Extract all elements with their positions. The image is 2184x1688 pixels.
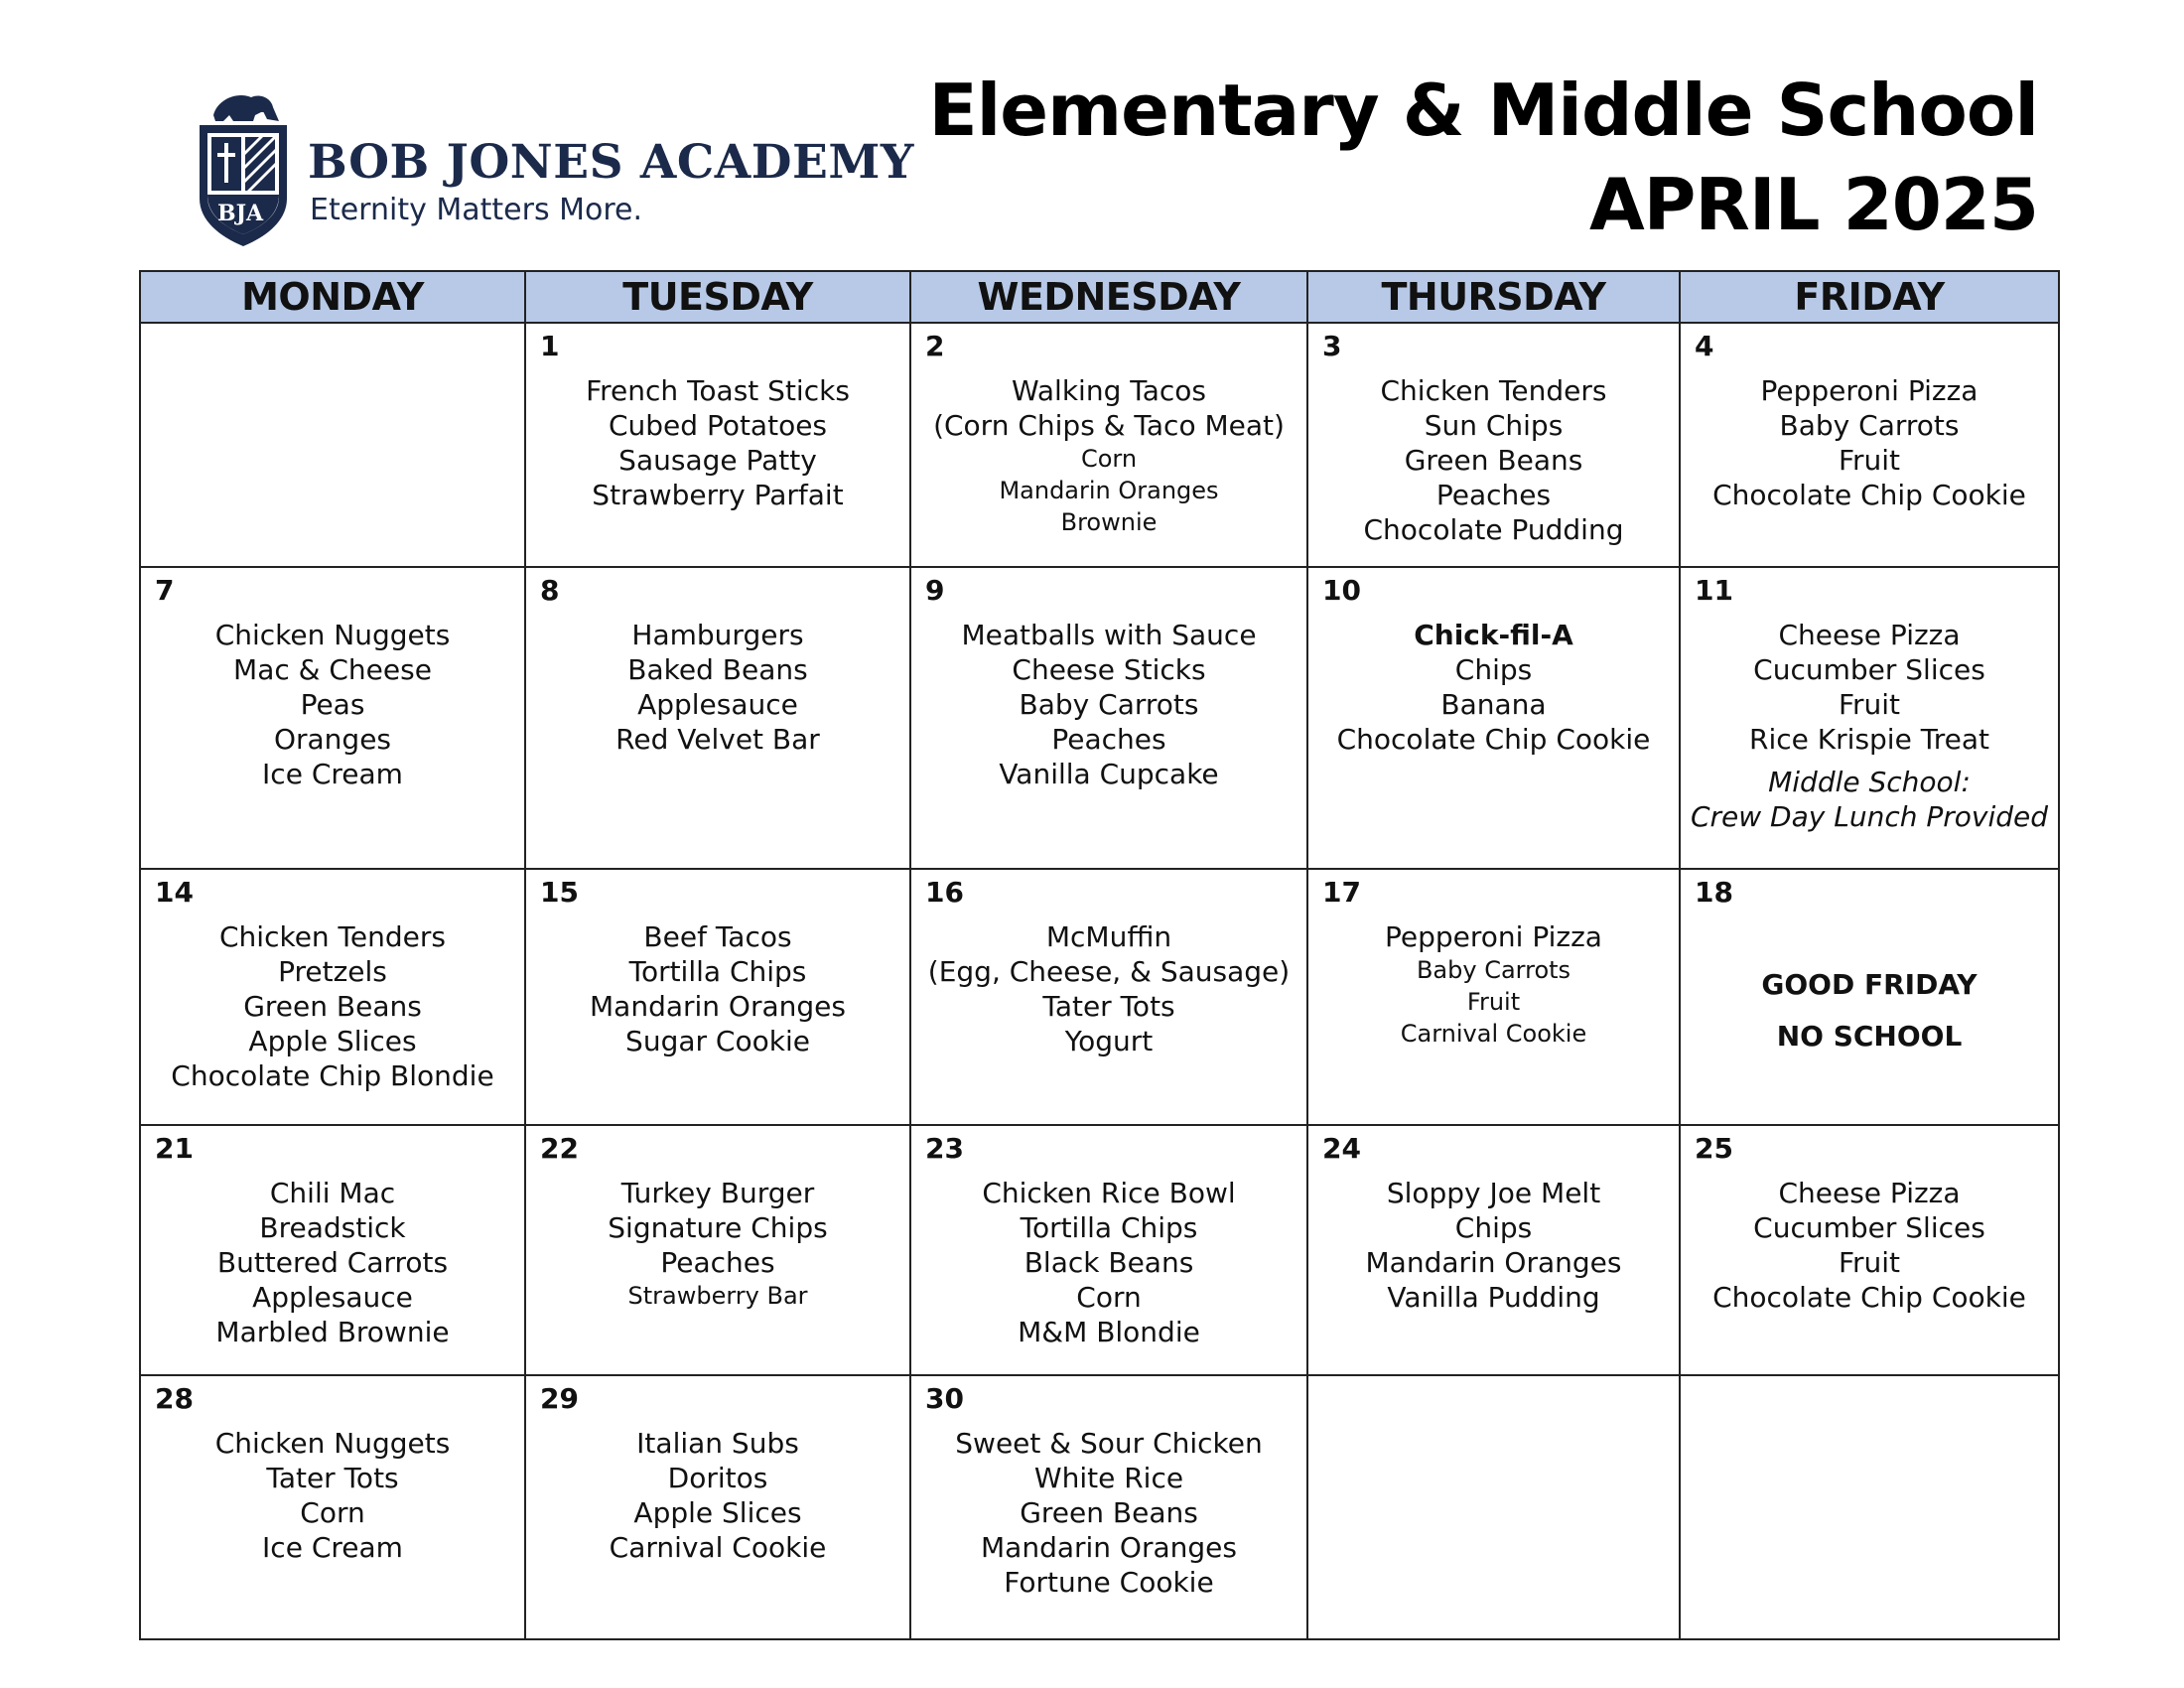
menu-items xyxy=(911,870,1306,1058)
day-cell xyxy=(1307,869,1680,1125)
menu-item: Mandarin Oranges xyxy=(999,477,1219,504)
day-number: 4 xyxy=(1695,330,1714,362)
day-number: 30 xyxy=(925,1382,964,1415)
day-cell xyxy=(140,1375,525,1639)
menu-item: Corn xyxy=(1076,1281,1142,1314)
menu-item: McMuffin xyxy=(1045,920,1172,953)
day-number: 7 xyxy=(155,574,175,607)
menu-item: Baby Carrots xyxy=(1779,409,1960,442)
menu-items xyxy=(141,568,524,791)
weekday-header: THURSDAY xyxy=(1307,271,1680,323)
menu-item: Cheese Sticks xyxy=(1012,653,1206,686)
day-cell xyxy=(1680,1125,2059,1375)
menu-item: Fruit xyxy=(1838,688,1901,721)
holiday-line: NO SCHOOL xyxy=(1776,1020,1963,1053)
menu-items xyxy=(911,1126,1306,1349)
menu-item: Tortilla Chips xyxy=(1020,1211,1198,1244)
title-line-2: APRIL 2025 xyxy=(1588,163,2038,246)
menu-items xyxy=(911,568,1306,791)
menu-item: Chicken Tenders xyxy=(219,920,446,953)
day-number: 24 xyxy=(1322,1132,1361,1165)
menu-item: Corn xyxy=(1080,445,1138,473)
menu-item: Apple Slices xyxy=(248,1025,417,1057)
day-number: 21 xyxy=(155,1132,194,1165)
week-row xyxy=(140,567,2059,869)
day-number: 25 xyxy=(1695,1132,1733,1165)
menu-item: Fortune Cookie xyxy=(1004,1566,1214,1599)
menu-item: Chicken Tenders xyxy=(1380,374,1607,407)
menu-item: Sugar Cookie xyxy=(625,1025,810,1057)
menu-item: Mandarin Oranges xyxy=(981,1531,1237,1564)
menu-item: Green Beans xyxy=(243,990,422,1023)
menu-item: Tater Tots xyxy=(1042,990,1175,1023)
menu-item: Fruit xyxy=(1838,1246,1901,1279)
menu-items xyxy=(526,568,909,757)
day-cell xyxy=(525,323,910,567)
title-line-1: Elementary & Middle School xyxy=(928,69,2038,152)
menu-item: Italian Subs xyxy=(636,1427,799,1460)
menu-item: Pretzels xyxy=(278,955,387,988)
org-name: BOB JONES ACADEMY xyxy=(308,135,914,190)
menu-item: Cubed Potatoes xyxy=(608,409,828,442)
menu-item: Baby Carrots xyxy=(1416,956,1571,984)
school-logo xyxy=(194,81,914,250)
day-cell xyxy=(1307,323,1680,567)
day-cell xyxy=(1680,323,2059,567)
menu-item: Breadstick xyxy=(259,1211,406,1244)
menu-item: Walking Tacos xyxy=(1012,374,1206,407)
menu-item: Cucumber Slices xyxy=(1753,653,1985,686)
menu-note xyxy=(1681,765,2058,834)
menu-items xyxy=(526,1376,909,1565)
day-cell xyxy=(910,869,1307,1125)
day-cell xyxy=(1680,1375,2059,1639)
menu-items xyxy=(1308,324,1679,547)
menu-items xyxy=(526,324,909,512)
menu-item: Chocolate Chip Blondie xyxy=(171,1059,494,1092)
week-row xyxy=(140,323,2059,567)
menu-item: Meatballs with Sauce xyxy=(961,619,1257,651)
menu-item: Green Beans xyxy=(1020,1496,1198,1529)
menu-items xyxy=(526,1126,909,1312)
day-number: 18 xyxy=(1695,876,1733,909)
menu-item: Baby Carrots xyxy=(1019,688,1199,721)
menu-item: Vanilla Pudding xyxy=(1387,1281,1600,1314)
menu-item: Sausage Patty xyxy=(618,444,817,477)
menu-item: Sun Chips xyxy=(1424,409,1564,442)
menu-item: Mandarin Oranges xyxy=(1365,1246,1622,1279)
menu-item: Ice Cream xyxy=(262,1531,403,1564)
menu-item: Beef Tacos xyxy=(643,920,792,953)
day-cell xyxy=(1680,869,2059,1125)
day-cell xyxy=(525,567,910,869)
day-number: 14 xyxy=(155,876,194,909)
menu-items xyxy=(141,870,524,1093)
menu-item: Cheese Pizza xyxy=(1778,1177,1961,1209)
menu-items xyxy=(526,870,909,1058)
day-cell xyxy=(1307,567,1680,869)
menu-item: Black Beans xyxy=(1024,1246,1194,1279)
menu-item: (Egg, Cheese, & Sausage) xyxy=(927,955,1291,988)
day-number: 8 xyxy=(540,574,560,607)
menu-item: Cheese Pizza xyxy=(1778,619,1961,651)
day-number: 3 xyxy=(1322,330,1342,362)
weekday-header: FRIDAY xyxy=(1680,271,2059,323)
day-cell xyxy=(910,323,1307,567)
menu-item: Strawberry Bar xyxy=(627,1282,808,1310)
menu-item: Fruit xyxy=(1466,988,1521,1016)
menu-item: Chicken Nuggets xyxy=(214,1427,451,1460)
menu-item: Baked Beans xyxy=(627,653,808,686)
menu-item: Apple Slices xyxy=(633,1496,802,1529)
weekday-header: WEDNESDAY xyxy=(910,271,1307,323)
menu-item: Pepperoni Pizza xyxy=(1385,920,1602,953)
menu-item: M&M Blondie xyxy=(1018,1316,1200,1348)
day-cell xyxy=(910,1125,1307,1375)
menu-item: Chips xyxy=(1454,653,1533,686)
menu-item: Tater Tots xyxy=(266,1462,399,1494)
day-cell xyxy=(140,869,525,1125)
menu-item: Strawberry Parfait xyxy=(592,479,844,511)
menu-item: Banana xyxy=(1440,688,1547,721)
day-cell xyxy=(1307,1375,1680,1639)
menu-item: Chocolate Chip Cookie xyxy=(1712,479,2026,511)
day-cell xyxy=(525,869,910,1125)
menu-items xyxy=(1308,870,1679,1050)
day-number: 10 xyxy=(1322,574,1361,607)
menu-items xyxy=(141,1126,524,1349)
day-number: 28 xyxy=(155,1382,194,1415)
day-cell xyxy=(140,323,525,567)
menu-item: Chocolate Chip Cookie xyxy=(1336,723,1651,756)
weekday-header: MONDAY xyxy=(140,271,525,323)
day-cell xyxy=(140,1125,525,1375)
menu-item: Peaches xyxy=(1051,723,1166,756)
menu-item: Peaches xyxy=(660,1246,775,1279)
menu-item: Vanilla Cupcake xyxy=(999,758,1219,790)
menu-items xyxy=(141,1376,524,1565)
menu-item: Brownie xyxy=(1060,508,1158,536)
week-row xyxy=(140,1125,2059,1375)
menu-item: Turkey Burger xyxy=(620,1177,815,1209)
menu-items xyxy=(911,324,1306,538)
day-cell xyxy=(140,567,525,869)
day-number: 2 xyxy=(925,330,945,362)
page-title xyxy=(928,64,2038,252)
day-number: 22 xyxy=(540,1132,579,1165)
menu-note-line: Crew Day Lunch Provided xyxy=(1690,800,2049,833)
day-number: 9 xyxy=(925,574,945,607)
menu-item: Carnival Cookie xyxy=(1400,1020,1587,1048)
holiday-notice xyxy=(1681,870,2058,1062)
menu-item: Corn xyxy=(300,1496,365,1529)
crest-initials: BJA xyxy=(217,201,264,226)
menu-item: Mac & Cheese xyxy=(233,653,432,686)
menu-note-line: Middle School: xyxy=(1768,766,1971,798)
org-tagline: Eternity Matters More. xyxy=(310,193,643,227)
menu-item: Rice Krispie Treat xyxy=(1749,723,1989,756)
menu-item: Oranges xyxy=(273,723,392,756)
week-row xyxy=(140,869,2059,1125)
menu-item: Chocolate Chip Cookie xyxy=(1712,1281,2026,1314)
day-number: 16 xyxy=(925,876,964,909)
menu-item: Hamburgers xyxy=(631,619,804,651)
menu-item: Marbled Brownie xyxy=(215,1316,450,1348)
menu-item: Green Beans xyxy=(1404,444,1583,477)
menu-items xyxy=(1308,1126,1679,1315)
menu-item: Chili Mac xyxy=(269,1177,396,1209)
menu-item: White Rice xyxy=(1033,1462,1184,1494)
menu-item: Peaches xyxy=(1435,479,1552,511)
menu-item: Signature Chips xyxy=(608,1211,828,1244)
menu-item: Doritos xyxy=(667,1462,768,1494)
menu-item: Fruit xyxy=(1838,444,1901,477)
day-number: 11 xyxy=(1695,574,1733,607)
day-cell xyxy=(910,567,1307,869)
menu-item: Chocolate Pudding xyxy=(1363,513,1624,546)
menu-item: Tortilla Chips xyxy=(628,955,807,988)
menu-items xyxy=(1681,568,2058,834)
menu-item: Carnival Cookie xyxy=(609,1531,827,1564)
menu-items xyxy=(1681,324,2058,512)
menu-items xyxy=(1681,1126,2058,1315)
day-cell xyxy=(525,1125,910,1375)
menu-item: Chips xyxy=(1454,1211,1533,1244)
menu-calendar xyxy=(139,270,2060,1640)
day-cell xyxy=(910,1375,1307,1639)
menu-item: Peas xyxy=(300,688,365,721)
day-cell xyxy=(525,1375,910,1639)
menu-item: Red Velvet Bar xyxy=(615,723,820,756)
menu-item: Applesauce xyxy=(637,688,798,721)
menu-item: Sweet & Sour Chicken xyxy=(955,1427,1263,1460)
menu-item: Chick-fil-A xyxy=(1414,619,1573,651)
day-number: 29 xyxy=(540,1382,579,1415)
menu-item: Applesauce xyxy=(252,1281,413,1314)
menu-item: Mandarin Oranges xyxy=(590,990,846,1023)
weekday-header: TUESDAY xyxy=(525,271,910,323)
menu-item: Sloppy Joe Melt xyxy=(1386,1177,1601,1209)
menu-items xyxy=(1308,568,1679,757)
menu-item: Buttered Carrots xyxy=(216,1246,449,1279)
menu-items xyxy=(911,1376,1306,1600)
menu-item: Cucumber Slices xyxy=(1753,1211,1985,1244)
menu-item: Ice Cream xyxy=(262,758,403,790)
holiday-line: GOOD FRIDAY xyxy=(1761,968,1978,1001)
day-cell xyxy=(1680,567,2059,869)
menu-item: (Corn Chips & Taco Meat) xyxy=(933,409,1285,442)
week-row xyxy=(140,1375,2059,1639)
day-number: 17 xyxy=(1322,876,1361,909)
menu-item: Pepperoni Pizza xyxy=(1760,374,1979,407)
day-number: 23 xyxy=(925,1132,964,1165)
menu-item: Yogurt xyxy=(1064,1025,1154,1057)
menu-item: Chicken Nuggets xyxy=(214,619,451,651)
day-number: 1 xyxy=(540,330,560,362)
day-cell xyxy=(1307,1125,1680,1375)
day-number: 15 xyxy=(540,876,579,909)
menu-item: French Toast Sticks xyxy=(586,374,850,407)
weekday-header-row xyxy=(140,271,2059,323)
menu-item: Chicken Rice Bowl xyxy=(982,1177,1236,1209)
